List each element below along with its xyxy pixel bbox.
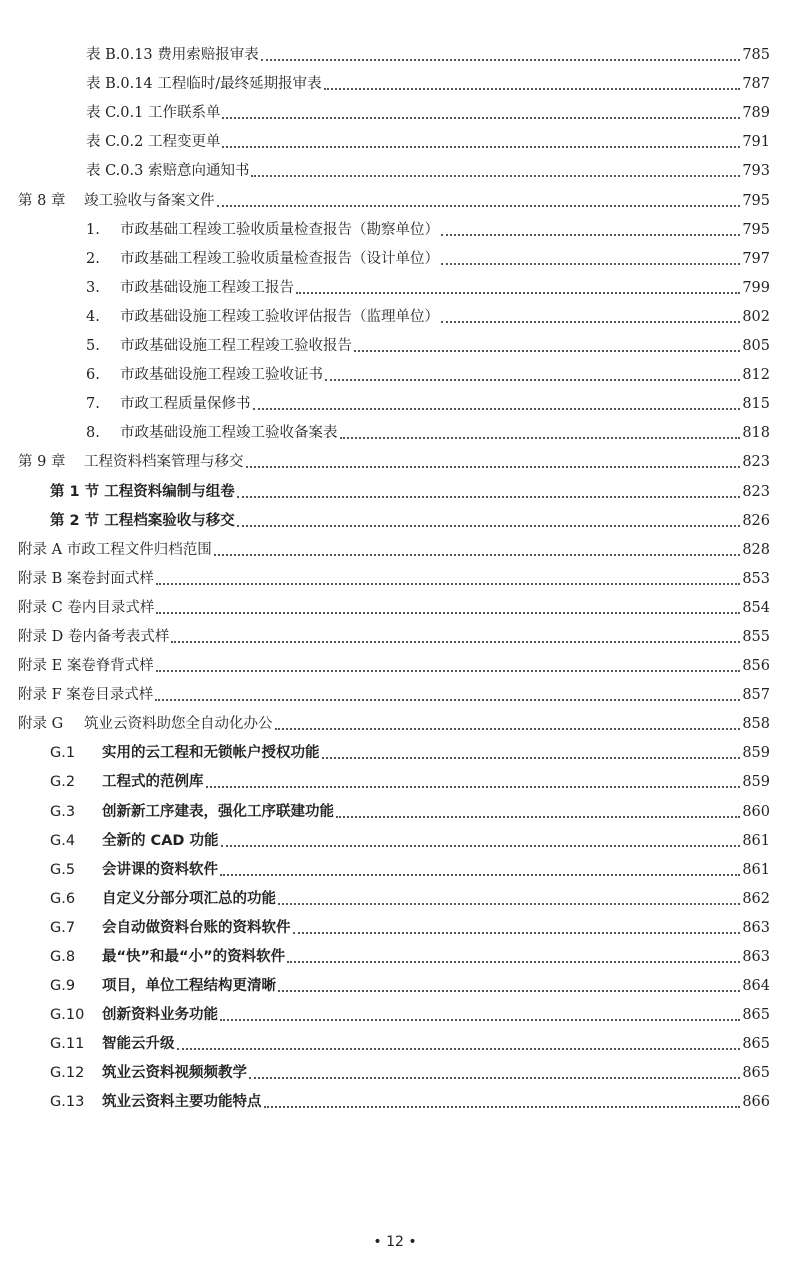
toc-entry-prefix: 附录 C bbox=[18, 599, 63, 616]
toc-entry-page: 861 bbox=[742, 861, 770, 878]
toc-entry-title: 市政工程质量保修书 bbox=[120, 396, 251, 413]
toc-leader-dots bbox=[336, 802, 740, 818]
toc-entry-label bbox=[50, 511, 235, 531]
toc-entry-title: 工程资料档案管理与移交 bbox=[84, 454, 244, 471]
toc-entry-label bbox=[18, 569, 154, 589]
toc-entry bbox=[18, 938, 770, 967]
toc-entry-page: 855 bbox=[742, 628, 770, 645]
toc-entry-page: 865 bbox=[742, 1036, 770, 1053]
toc-entry bbox=[18, 472, 770, 501]
toc-leader-dots bbox=[296, 278, 740, 294]
toc-entry bbox=[18, 269, 770, 298]
toc-leader-dots bbox=[354, 336, 740, 352]
toc-entry-prefix: G.9 bbox=[50, 978, 76, 995]
toc-entry-page: 812 bbox=[742, 367, 770, 384]
toc-entry bbox=[18, 502, 770, 531]
toc-entry-page: 787 bbox=[742, 76, 770, 93]
toc-entry-prefix: G.1 bbox=[50, 745, 76, 762]
toc-entry-label bbox=[86, 336, 352, 356]
toc-entry-page: 815 bbox=[742, 396, 770, 413]
toc-entry bbox=[18, 298, 770, 327]
toc-entry-prefix: 附录 G bbox=[18, 716, 64, 733]
toc-entry bbox=[18, 618, 770, 647]
toc-entry-prefix: 附录 B bbox=[18, 570, 63, 587]
toc-leader-dots bbox=[237, 511, 741, 527]
toc-entry-label bbox=[86, 161, 249, 181]
toc-entry bbox=[18, 734, 770, 763]
toc-leader-dots bbox=[222, 132, 740, 148]
toc-entry-prefix: 2. bbox=[86, 250, 100, 267]
toc-entry-title: 实用的云工程和无锁帐户授权功能 bbox=[102, 745, 320, 762]
toc-entry bbox=[18, 443, 770, 472]
toc-entry bbox=[18, 531, 770, 560]
toc-entry-title: 创新新工序建表，强化工序联建功能 bbox=[102, 803, 334, 820]
toc-entry bbox=[18, 152, 770, 181]
toc-entry-label bbox=[18, 191, 215, 211]
toc-leader-dots bbox=[220, 1005, 740, 1021]
toc-entry-prefix: 4. bbox=[86, 308, 100, 325]
toc-leader-dots bbox=[340, 423, 741, 439]
toc-entry-label bbox=[50, 889, 276, 909]
toc-entry bbox=[18, 65, 770, 94]
toc-entry bbox=[18, 94, 770, 123]
toc-entry-label bbox=[86, 278, 294, 298]
toc-entry-prefix: 1. bbox=[86, 221, 100, 238]
toc-entry-label bbox=[86, 45, 259, 65]
toc-leader-dots bbox=[287, 947, 740, 963]
toc-leader-dots bbox=[214, 540, 741, 556]
toc-leader-dots bbox=[441, 307, 740, 323]
toc-entry-prefix: G.12 bbox=[50, 1065, 85, 1082]
toc-entry bbox=[18, 880, 770, 909]
toc-entry-title: 创新资料业务功能 bbox=[102, 1007, 218, 1024]
toc-entry-page: 854 bbox=[742, 599, 770, 616]
toc-entry-title: 工程资料编制与组卷 bbox=[104, 483, 235, 500]
toc-leader-dots bbox=[155, 685, 740, 701]
toc-entry-label bbox=[50, 482, 235, 502]
toc-entry-prefix: 第 1 节 bbox=[50, 483, 100, 500]
toc-leader-dots bbox=[249, 1063, 740, 1079]
toc-entry-title: 全新的 CAD 功能 bbox=[102, 832, 219, 849]
toc-entry-label bbox=[86, 394, 251, 414]
toc-entry-prefix: 8. bbox=[86, 425, 100, 442]
toc-entry-page: 805 bbox=[742, 338, 770, 355]
toc-leader-dots bbox=[206, 772, 741, 788]
toc-entry-page: 856 bbox=[742, 658, 770, 675]
toc-entry-page: 861 bbox=[742, 832, 770, 849]
toc-entry-page: 859 bbox=[742, 774, 770, 791]
toc-entry-page: 863 bbox=[742, 919, 770, 936]
toc-entry bbox=[18, 1083, 770, 1112]
toc-leader-dots bbox=[324, 74, 741, 90]
toc-leader-dots bbox=[261, 45, 741, 61]
toc-entry bbox=[18, 211, 770, 240]
toc-entry-label bbox=[18, 598, 154, 618]
toc-entry-prefix: 6. bbox=[86, 367, 100, 384]
page-number: • 12 • bbox=[373, 1234, 417, 1250]
toc-entry-label bbox=[86, 103, 220, 123]
toc-entry bbox=[18, 909, 770, 938]
toc-entry-page: 785 bbox=[742, 47, 770, 64]
toc-entry-title: 市政基础设施工程竣工验收证书 bbox=[120, 367, 323, 384]
toc-entry-page: 818 bbox=[742, 425, 770, 442]
toc-entry-prefix: 附录 F bbox=[18, 687, 62, 704]
toc-entry-label bbox=[86, 74, 322, 94]
toc-entry bbox=[18, 327, 770, 356]
toc-entry-label bbox=[86, 132, 220, 152]
toc-entry bbox=[18, 181, 770, 210]
toc-entry-prefix: G.6 bbox=[50, 890, 76, 907]
toc-entry-title: 费用索赔报审表 bbox=[157, 47, 259, 64]
toc-entry-label bbox=[50, 947, 285, 967]
toc-entry-prefix: 第 9 章 bbox=[18, 454, 66, 471]
toc-entry-page: 865 bbox=[742, 1065, 770, 1082]
table-of-contents bbox=[18, 36, 770, 1112]
toc-entry bbox=[18, 1054, 770, 1083]
toc-entry bbox=[18, 647, 770, 676]
toc-leader-dots bbox=[246, 452, 741, 468]
toc-entry-page: 793 bbox=[742, 163, 770, 180]
toc-leader-dots bbox=[156, 569, 740, 585]
toc-entry-label bbox=[50, 1063, 247, 1083]
toc-entry-title: 自定义分部分项汇总的功能 bbox=[102, 890, 276, 907]
toc-entry-title: 案卷脊背式样 bbox=[66, 658, 154, 675]
toc-entry-title: 工程式的范例库 bbox=[102, 774, 204, 791]
toc-entry-prefix: G.10 bbox=[50, 1007, 85, 1024]
toc-entry-title: 最“快”和最“小”的资料软件 bbox=[102, 949, 286, 965]
toc-entry-title: 市政基础工程竣工验收质量检查报告（勘察单位） bbox=[120, 221, 439, 238]
toc-entry-label bbox=[50, 802, 334, 822]
toc-entry bbox=[18, 676, 770, 705]
toc-entry-label bbox=[18, 452, 244, 472]
toc-entry bbox=[18, 763, 770, 792]
toc-entry-label bbox=[18, 656, 154, 676]
toc-leader-dots bbox=[441, 249, 740, 265]
toc-entry-label bbox=[18, 627, 169, 647]
toc-leader-dots bbox=[264, 1092, 741, 1108]
toc-entry-page: 823 bbox=[742, 483, 770, 500]
toc-leader-dots bbox=[217, 191, 741, 207]
toc-leader-dots bbox=[275, 714, 741, 730]
toc-entry-prefix: 附录 A bbox=[18, 541, 63, 558]
toc-entry bbox=[18, 385, 770, 414]
toc-entry-title: 工程变更单 bbox=[147, 134, 221, 151]
toc-entry-label bbox=[50, 743, 320, 763]
toc-entry-title: 案卷目录式样 bbox=[66, 687, 154, 704]
toc-entry-title: 会讲课的资料软件 bbox=[102, 861, 218, 878]
toc-entry-title: 市政基础工程竣工验收质量检查报告（设计单位） bbox=[120, 250, 439, 267]
toc-entry-label bbox=[86, 365, 323, 385]
toc-entry-prefix: 表 C.0.2 bbox=[86, 134, 144, 151]
toc-entry bbox=[18, 996, 770, 1025]
toc-entry-title: 工程档案验收与移交 bbox=[104, 512, 235, 529]
toc-entry-prefix: G.4 bbox=[50, 832, 76, 849]
toc-entry-page: 862 bbox=[742, 890, 770, 907]
toc-leader-dots bbox=[222, 103, 740, 119]
toc-leader-dots bbox=[237, 482, 741, 498]
toc-entry-prefix: G.11 bbox=[50, 1036, 85, 1053]
toc-entry-prefix: 表 C.0.1 bbox=[86, 105, 144, 122]
toc-leader-dots bbox=[293, 918, 741, 934]
toc-entry-page: 860 bbox=[742, 803, 770, 820]
toc-entry-title: 索赔意向通知书 bbox=[147, 163, 250, 180]
toc-leader-dots bbox=[322, 743, 741, 759]
toc-entry-prefix: 5. bbox=[86, 338, 100, 355]
toc-entry-title: 项目，单位工程结构更清晰 bbox=[102, 978, 276, 995]
toc-leader-dots bbox=[253, 394, 741, 410]
toc-entry-title: 竣工验收与备案文件 bbox=[84, 192, 215, 209]
toc-entry-prefix: 第 2 节 bbox=[50, 512, 100, 529]
toc-leader-dots bbox=[177, 1034, 741, 1050]
toc-entry-page: 797 bbox=[742, 250, 770, 267]
toc-entry-page: 791 bbox=[742, 134, 770, 151]
toc-entry-page: 802 bbox=[742, 308, 770, 325]
toc-entry-label bbox=[50, 918, 291, 938]
toc-entry-title: 智能云升级 bbox=[102, 1036, 175, 1053]
toc-entry-prefix: G.8 bbox=[50, 949, 76, 965]
toc-entry-label bbox=[18, 714, 273, 734]
toc-entry-title: 筑业云资料主要功能特点 bbox=[102, 1094, 262, 1111]
toc-entry-page: 857 bbox=[742, 687, 770, 704]
toc-leader-dots bbox=[220, 860, 740, 876]
toc-entry-label bbox=[50, 831, 219, 851]
toc-entry-title: 市政基础设施工程竣工报告 bbox=[120, 279, 294, 296]
toc-entry bbox=[18, 1025, 770, 1054]
toc-leader-dots bbox=[278, 976, 740, 992]
toc-entry-label bbox=[18, 540, 212, 560]
toc-entry bbox=[18, 414, 770, 443]
toc-leader-dots bbox=[251, 161, 740, 177]
toc-entry-prefix: G.3 bbox=[50, 803, 76, 820]
toc-entry-prefix: 第 8 章 bbox=[18, 192, 66, 209]
toc-leader-dots bbox=[278, 889, 740, 905]
toc-entry-title: 市政工程文件归档范围 bbox=[66, 541, 212, 558]
toc-entry-page: 828 bbox=[742, 541, 770, 558]
toc-entry bbox=[18, 560, 770, 589]
toc-entry-page: 859 bbox=[742, 745, 770, 762]
toc-entry-prefix: 表 B.0.14 bbox=[86, 76, 153, 93]
toc-entry-page: 789 bbox=[742, 105, 770, 122]
toc-entry bbox=[18, 705, 770, 734]
toc-entry-prefix: 3. bbox=[86, 279, 100, 296]
toc-entry-page: 823 bbox=[742, 454, 770, 471]
toc-entry-title: 工程临时/最终延期报审表 bbox=[157, 76, 322, 93]
toc-entry-page: 853 bbox=[742, 570, 770, 587]
toc-entry-page: 865 bbox=[742, 1007, 770, 1024]
toc-entry-label bbox=[50, 1005, 218, 1025]
toc-entry-title: 会自动做资料台账的资料软件 bbox=[102, 919, 291, 936]
toc-entry-label bbox=[86, 423, 338, 443]
toc-entry-prefix: G.5 bbox=[50, 861, 76, 878]
toc-entry-label bbox=[86, 249, 439, 269]
toc-entry-prefix: G.13 bbox=[50, 1094, 85, 1111]
toc-entry bbox=[18, 123, 770, 152]
toc-entry-page: 866 bbox=[742, 1094, 770, 1111]
toc-entry-page: 799 bbox=[742, 279, 770, 296]
toc-entry-label bbox=[50, 1092, 262, 1112]
toc-entry-prefix: 附录 D bbox=[18, 628, 64, 645]
toc-entry-prefix: G.2 bbox=[50, 774, 76, 791]
toc-entry bbox=[18, 792, 770, 821]
toc-entry-page: 795 bbox=[742, 221, 770, 238]
toc-entry-title: 市政基础设施工程竣工验收备案表 bbox=[120, 425, 338, 442]
toc-entry-title: 市政基础设施工程工程竣工验收报告 bbox=[120, 338, 352, 355]
toc-leader-dots bbox=[171, 627, 740, 643]
toc-entry-prefix: 表 B.0.13 bbox=[86, 47, 153, 64]
toc-entry-page: 864 bbox=[742, 978, 770, 995]
toc-entry bbox=[18, 967, 770, 996]
toc-entry-title: 案卷封面式样 bbox=[66, 570, 154, 587]
toc-entry-label bbox=[50, 1034, 175, 1054]
toc-entry-title: 卷内目录式样 bbox=[67, 599, 155, 616]
toc-entry bbox=[18, 240, 770, 269]
toc-leader-dots bbox=[325, 365, 740, 381]
toc-entry-page: 826 bbox=[742, 512, 770, 529]
toc-entry-title: 市政基础设施工程竣工验收评估报告（监理单位） bbox=[120, 308, 439, 325]
toc-leader-dots bbox=[156, 656, 741, 672]
toc-entry-title: 卷内备考表式样 bbox=[67, 628, 170, 645]
toc-entry bbox=[18, 589, 770, 618]
toc-entry bbox=[18, 36, 770, 65]
toc-entry-label bbox=[18, 685, 153, 705]
toc-leader-dots bbox=[221, 831, 741, 847]
toc-entry-label bbox=[86, 307, 439, 327]
toc-entry-label bbox=[50, 976, 276, 996]
toc-entry-prefix: 附录 E bbox=[18, 658, 63, 675]
toc-entry bbox=[18, 851, 770, 880]
toc-entry-prefix: 7. bbox=[86, 396, 100, 413]
toc-entry-title: 筑业云资料视频频教学 bbox=[102, 1065, 247, 1082]
toc-entry-title: 筑业云资料助您全自动化办公 bbox=[84, 716, 273, 733]
toc-entry-label bbox=[50, 772, 204, 792]
toc-entry bbox=[18, 356, 770, 385]
toc-leader-dots bbox=[441, 220, 740, 236]
toc-entry-page: 858 bbox=[742, 716, 770, 733]
toc-entry-page: 863 bbox=[742, 949, 770, 965]
toc-entry-prefix: 表 C.0.3 bbox=[86, 163, 144, 180]
toc-entry-title: 工作联系单 bbox=[147, 105, 221, 122]
toc-entry bbox=[18, 822, 770, 851]
toc-entry-label bbox=[50, 860, 218, 880]
toc-leader-dots bbox=[156, 598, 740, 614]
toc-entry-page: 795 bbox=[742, 192, 770, 209]
toc-entry-prefix: G.7 bbox=[50, 919, 76, 936]
toc-entry-label bbox=[86, 220, 439, 240]
